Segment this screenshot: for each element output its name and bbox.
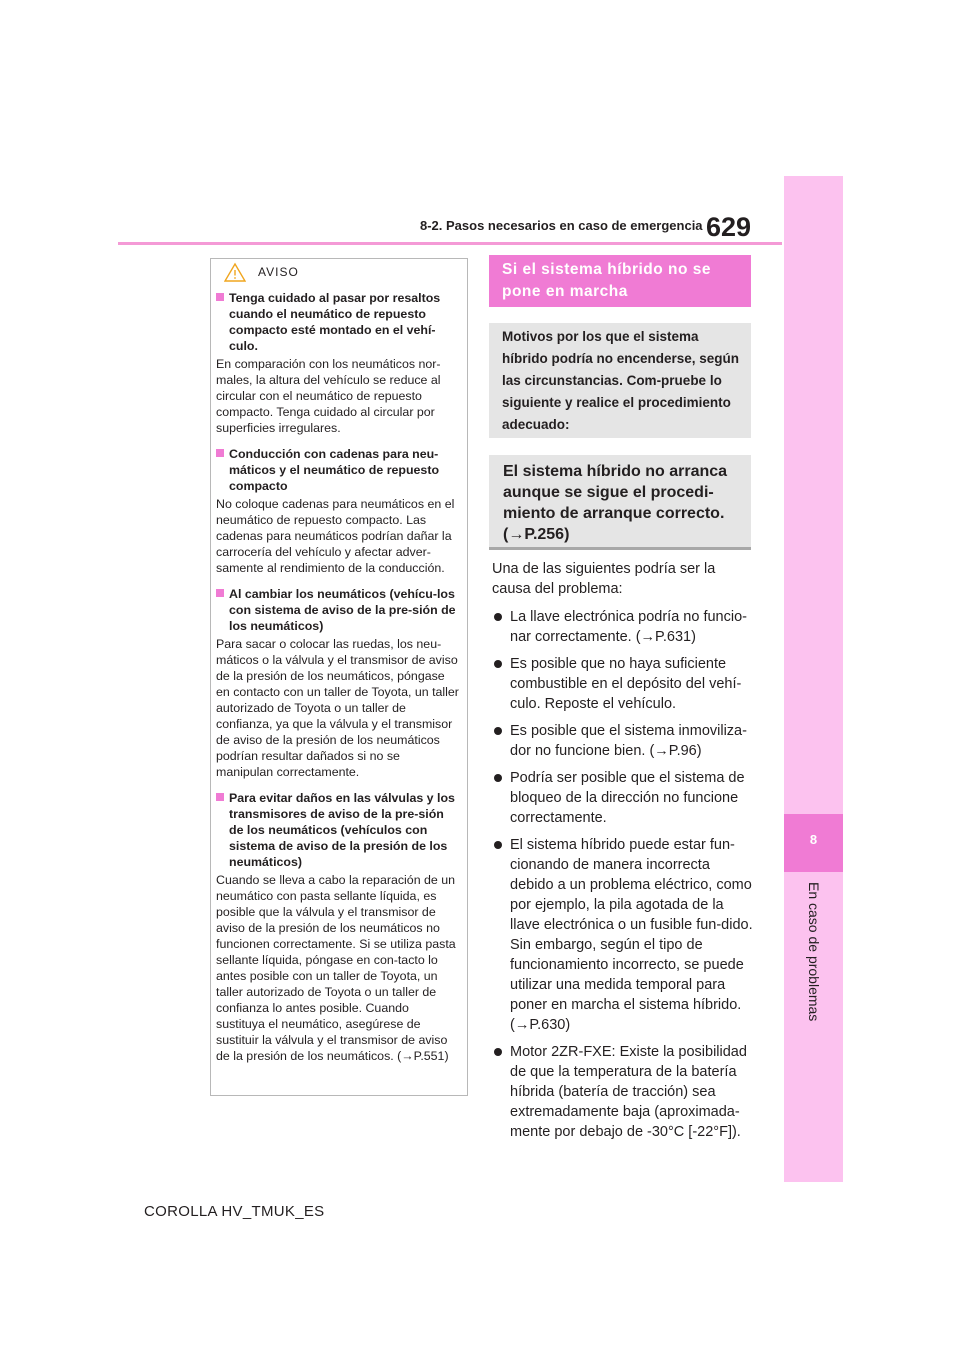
warning-content [216, 290, 460, 1074]
section-title: 8-2. Pasos necesarios en caso de emergencia [420, 218, 703, 233]
info-box-text: Motivos por los que el sistema híbrido podría no encenderse, según las circunstancias. Com-pruebe lo siguiente y realice el procedimiento adecuado: [502, 329, 740, 432]
warning-item [216, 790, 460, 1064]
warning-item [216, 446, 460, 576]
warning-item-body: Para sacar o colocar las ruedas, los neu-máticos o la válvula y el transmisor de aviso de la presión de los neumáticos, póngase en contacto con un taller de Toyota, un taller autorizado de Toyota o un taller de confianza, ya que la válvula y el transmisor de aviso de la presión de los neumáticos podrían resultar dañados si no se manipulan correctamente. [216, 637, 459, 779]
warning-item-body: Cuando se lleva a cabo la reparación de un neumático con pasta sellante líquida, es posible que la válvula y el transmisor de aviso de la presión de los neumáticos no funcionen correctamente. Si se utiliza pasta sellante líquida, póngase en con-tacto lo antes posible con un taller de Toyota, un taller autorizado de Toyota o un taller de confianza lo antes posible. Cuando sustituya el neumático, asegúrese de sustituir la válvula y el transmisor de aviso de la presión de los neumáticos. (→P.551) [216, 873, 456, 1063]
warning-triangle-icon [224, 262, 246, 282]
warning-item-title: Al cambiar los neumáticos (vehícu-los con sistema de aviso de la pre-sión de los neumáticos) [216, 586, 460, 634]
warning-label: AVISO [258, 265, 299, 279]
warning-item-body: En comparación con los neumáticos nor-males, la altura del vehículo se reduce al circular con el neumático de repuesto compacto. Tenga cuidado al circular por superficies irregulares. [216, 357, 441, 435]
chapter-number: 8 [809, 832, 818, 847]
square-bullet-icon [216, 293, 224, 301]
footer-document-code: COROLLA HV_TMUK_ES [144, 1203, 325, 1220]
warning-item-body: No coloque cadenas para neumáticos en el neumático de repuesto compacto. Las cadenas para neumáticos podrían dañar la carrocería del vehículo y afectar adver-samente al rendimiento de la conducción. [216, 497, 455, 575]
list-item: Podría ser posible que el sistema de bloqueo de la dirección no funcione correctamente. [492, 768, 754, 828]
bullet-dot-icon [494, 727, 502, 735]
square-bullet-icon [216, 793, 224, 801]
right-column-body [492, 559, 754, 1149]
warning-item-title: Conducción con cadenas para neu-máticos y el neumático de repuesto compacto [216, 446, 460, 494]
bullet-dot-icon [494, 841, 502, 849]
warning-item [216, 290, 460, 436]
bullet-dot-icon [494, 660, 502, 668]
square-bullet-icon [216, 449, 224, 457]
list-item: Motor 2ZR-FXE: Existe la posibilidad de que la temperatura de la batería híbrida (batería de tracción) sea extremadamente baja (aproximada-mente por debajo de -30°C [-22°F]). [492, 1042, 754, 1142]
header-rule [118, 242, 782, 245]
bullet-dot-icon [494, 613, 502, 621]
warning-item-title: Tenga cuidado al pasar por resaltos cuando el neumático de repuesto compacto esté montado en el vehí-culo. [216, 290, 460, 354]
page-number: 629 [706, 212, 752, 242]
list-item: Es posible que no haya suficiente combustible en el depósito del vehí-culo. Reposte el vehículo. [492, 654, 754, 714]
list-item: La llave electrónica podría no funcio-nar correctamente. (→P.631) [492, 607, 754, 647]
warning-item [216, 586, 460, 780]
subheading: El sistema híbrido no arranca aunque se sigue el procedi-miento de arranque correcto. (→P.256) [503, 463, 728, 543]
bullet-dot-icon [494, 1048, 502, 1056]
intro-paragraph: Una de las siguientes podría ser la causa del problema: [492, 561, 716, 597]
chapter-title: En caso de problemas [806, 882, 822, 1022]
square-bullet-icon [216, 589, 224, 597]
list-item: Es posible que el sistema inmoviliza-dor no funcione bien. (→P.96) [492, 721, 754, 761]
list-item: El sistema híbrido puede estar fun-cionando de manera incorrecta debido a un problema eléctrico, como por ejemplo, la pila agotada de la llave electrónica o un fusible fun-dido. Sin embargo, según el tipo de funcionamiento incorrecto, se puede utilizar una medida temporal para poner en marcha el sistema híbrido. (→P.630) [492, 835, 754, 1035]
bullet-dot-icon [494, 774, 502, 782]
warning-item-title: Para evitar daños en las válvulas y los transmisores de aviso de la pre-sión de los neumáticos (vehículos con sistema de aviso de la presión de los neumáticos) [216, 790, 460, 870]
section-heading: Si el sistema híbrido no se pone en marcha [502, 261, 712, 300]
